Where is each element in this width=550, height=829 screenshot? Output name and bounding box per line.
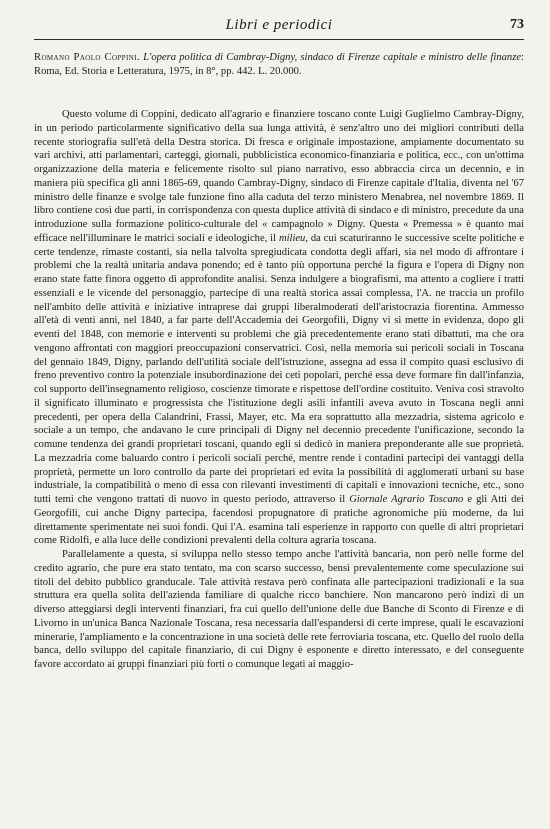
bibliographic-entry: [34, 51, 524, 78]
paragraph-text: e gli Atti dei Georgofili, cui anche Digny partecipa, facendosi propugnatore di pratiche agronomiche più moderne, da lui direttamente sperimentate nei suoi fondi. Qui l'A. esamina tali esperienze in rapporto con quelle di altri proprietari come Ridolfi, e alla luce delle condizioni prevalenti della coltura agraria toscana.: [34, 494, 524, 547]
paragraph-text: , da cui scaturiranno le successive scelte politiche e certe tendenze, rimaste costanti, sia nella talvolta spregiudicata condotta degli affari, sia nel modo di affrontare i problemi che la realtà unitaria andava ponendo; ed è tanto più opportuna perché la figura e l'opera di Digny non erano state fatte finora oggetto di approfondite analisi. Senza indulgere a biografismi, ma attento a cogliere i tratti essenziali e le vicende del personaggio, partecipe di una realtà storica assai complessa, l'A. ne traccia un profilo nell'ambito delle attività e iniziative intraprese dai gruppi liberalmoderati dell'aristocrazia fiorentina. Ammesso all'età di venti anni, nel 1840, a far parte dell'Accademia dei Georgofili, Digny vi si mette in evidenza, dopo gli eventi del 1848, con memorie e interventi su problemi che già precedentemente erano stati dibattuti, ma che ora vengono affrontati con maggiori preoccupazioni conservatrici. Così, nella memoria sui pericoli sociali in Toscana del gennaio 1849, Digny, parlando dell'utilità sociale dell'istruzione, assegna ad essa il compito quasi esclusivo di freno preventivo contro la potenziale insubordinazione dei ceti popolari, perché essa deve formare fin dall'infanzia, col supporto dell'insegnamento religioso, coscienze timorate e rispettose dell'ordine costituito. Veniva così stravolto il significato illuminato e progressista che l'istituzione degli asili infantili aveva avuto in Toscana negli anni precedenti, per opera della Calandrini, Frassi, Mayer, etc. Ma era soprattutto alla mezzadria, sistema agricolo e sociale a un tempo, che andavano le cure principali di Digny nel decennio precedente l'unificazione, secondo la comune tendenza dei grandi proprietari toscani, quando egli si dedicò in maniera preponderante alle sue proprietà. La mezzadria come baluardo contro i pericoli sociali perché, mentre rende i contadini partecipi dei vantaggi della proprietà, permette un loro controllo da parte dei proprietari ed evita la possibilità di agglomerati urbani su base industriale, la compatibilità o meno di essa con rilevanti investimenti di capitali e innovazioni tecniche, etc., sono tutti temi che vengono trattati di nuovo in questo periodo, attraverso il: [34, 232, 525, 505]
publication-details: : Roma, Ed. Storia e Letteratura, 1975, in 8°, pp. 442. L. 20.000.: [34, 52, 524, 77]
page-number: 73: [510, 17, 524, 32]
author-name: Romano Paolo Coppini.: [34, 52, 140, 63]
paragraph-text: Questo volume di Coppini, dedicato all'agrario e finanziere toscano conte Luigi Guglielmo Cambray-Digny, in un periodo particolarmente significativo della sua lunga attività, è senz'altro uno dei migliori contributi della recente storiografia sull'età della Destra storica. Di fresca e originale impostazione, ampiamente documentato su vari archivi, atti parlamentari, carteggi, giornali, pubblicistica economico-finanziaria e politica, ecc., con un'ottima organizzazione della materia e felicemente risolto sul piano narrativo, esso abbraccia circa un decennio, e in maniera più specifica gli anni 1865-69, quando Cambray-Digny, sindaco di Firenze capitale d'Italia, diventa nel '67 ministro delle finanze e svolge tale funzione fino alla caduta del terzo ministero Menabrea, nel novembre 1869. Il libro contiene così due parti, in corrispondenza con questa duplice attività di sindaco e di ministro, precedute da una introduzione sulla formazione politico-culturale del « campagnolo » Digny. Questa « Premessa » è quanto mai efficace nell'illuminare le matrici sociali e ideologiche, il: [34, 109, 524, 244]
paragraph-text: Parallelamente a questa, si sviluppa nello stesso tempo anche l'attività bancaria, non però nelle forme del credito agrario, che pure era stato tentato, ma con scarso successo, bensì prevalentemente come speculazione sui titoli del debito pubblico granducale. Tale attività restava però confinata alle partecipazioni tradizionali e la sua struttura era quella solita dell'azienda familiare di qualche ricco banchiere. Non mancarono però indizi di un diverso atteggiarsi degli interventi finanziari, fra cui quello dell'unione delle due Banche di Sconto di Firenze e di Livorno in un'unica Banca Nazionale Toscana, resa necessaria dall'espandersi di certe imprese, quali le escavazioni minerarie, l'ampliamento e la concentrazione in una società delle rete ferroviaria toscana, etc. Quello del ruolo della banca, dello sviluppo del capitale finanziario, di cui Digny è esponente e diretto interessato, e del conseguente favore accordato ai gruppi finanziari più forti o comunque legati ai maggio-: [34, 549, 524, 670]
review-body: [34, 108, 524, 672]
italic-text: Giornale Agrario Toscano: [349, 494, 464, 505]
book-title: L'opera politica di Cambray-Digny, sindaco di Firenze capitale e ministro delle finanze: [143, 52, 522, 63]
paragraph: [34, 548, 524, 672]
running-header: [34, 17, 524, 40]
italic-text: milieu: [278, 232, 306, 244]
paragraph: [34, 108, 524, 548]
header-title: Libri e periodici: [225, 17, 333, 33]
